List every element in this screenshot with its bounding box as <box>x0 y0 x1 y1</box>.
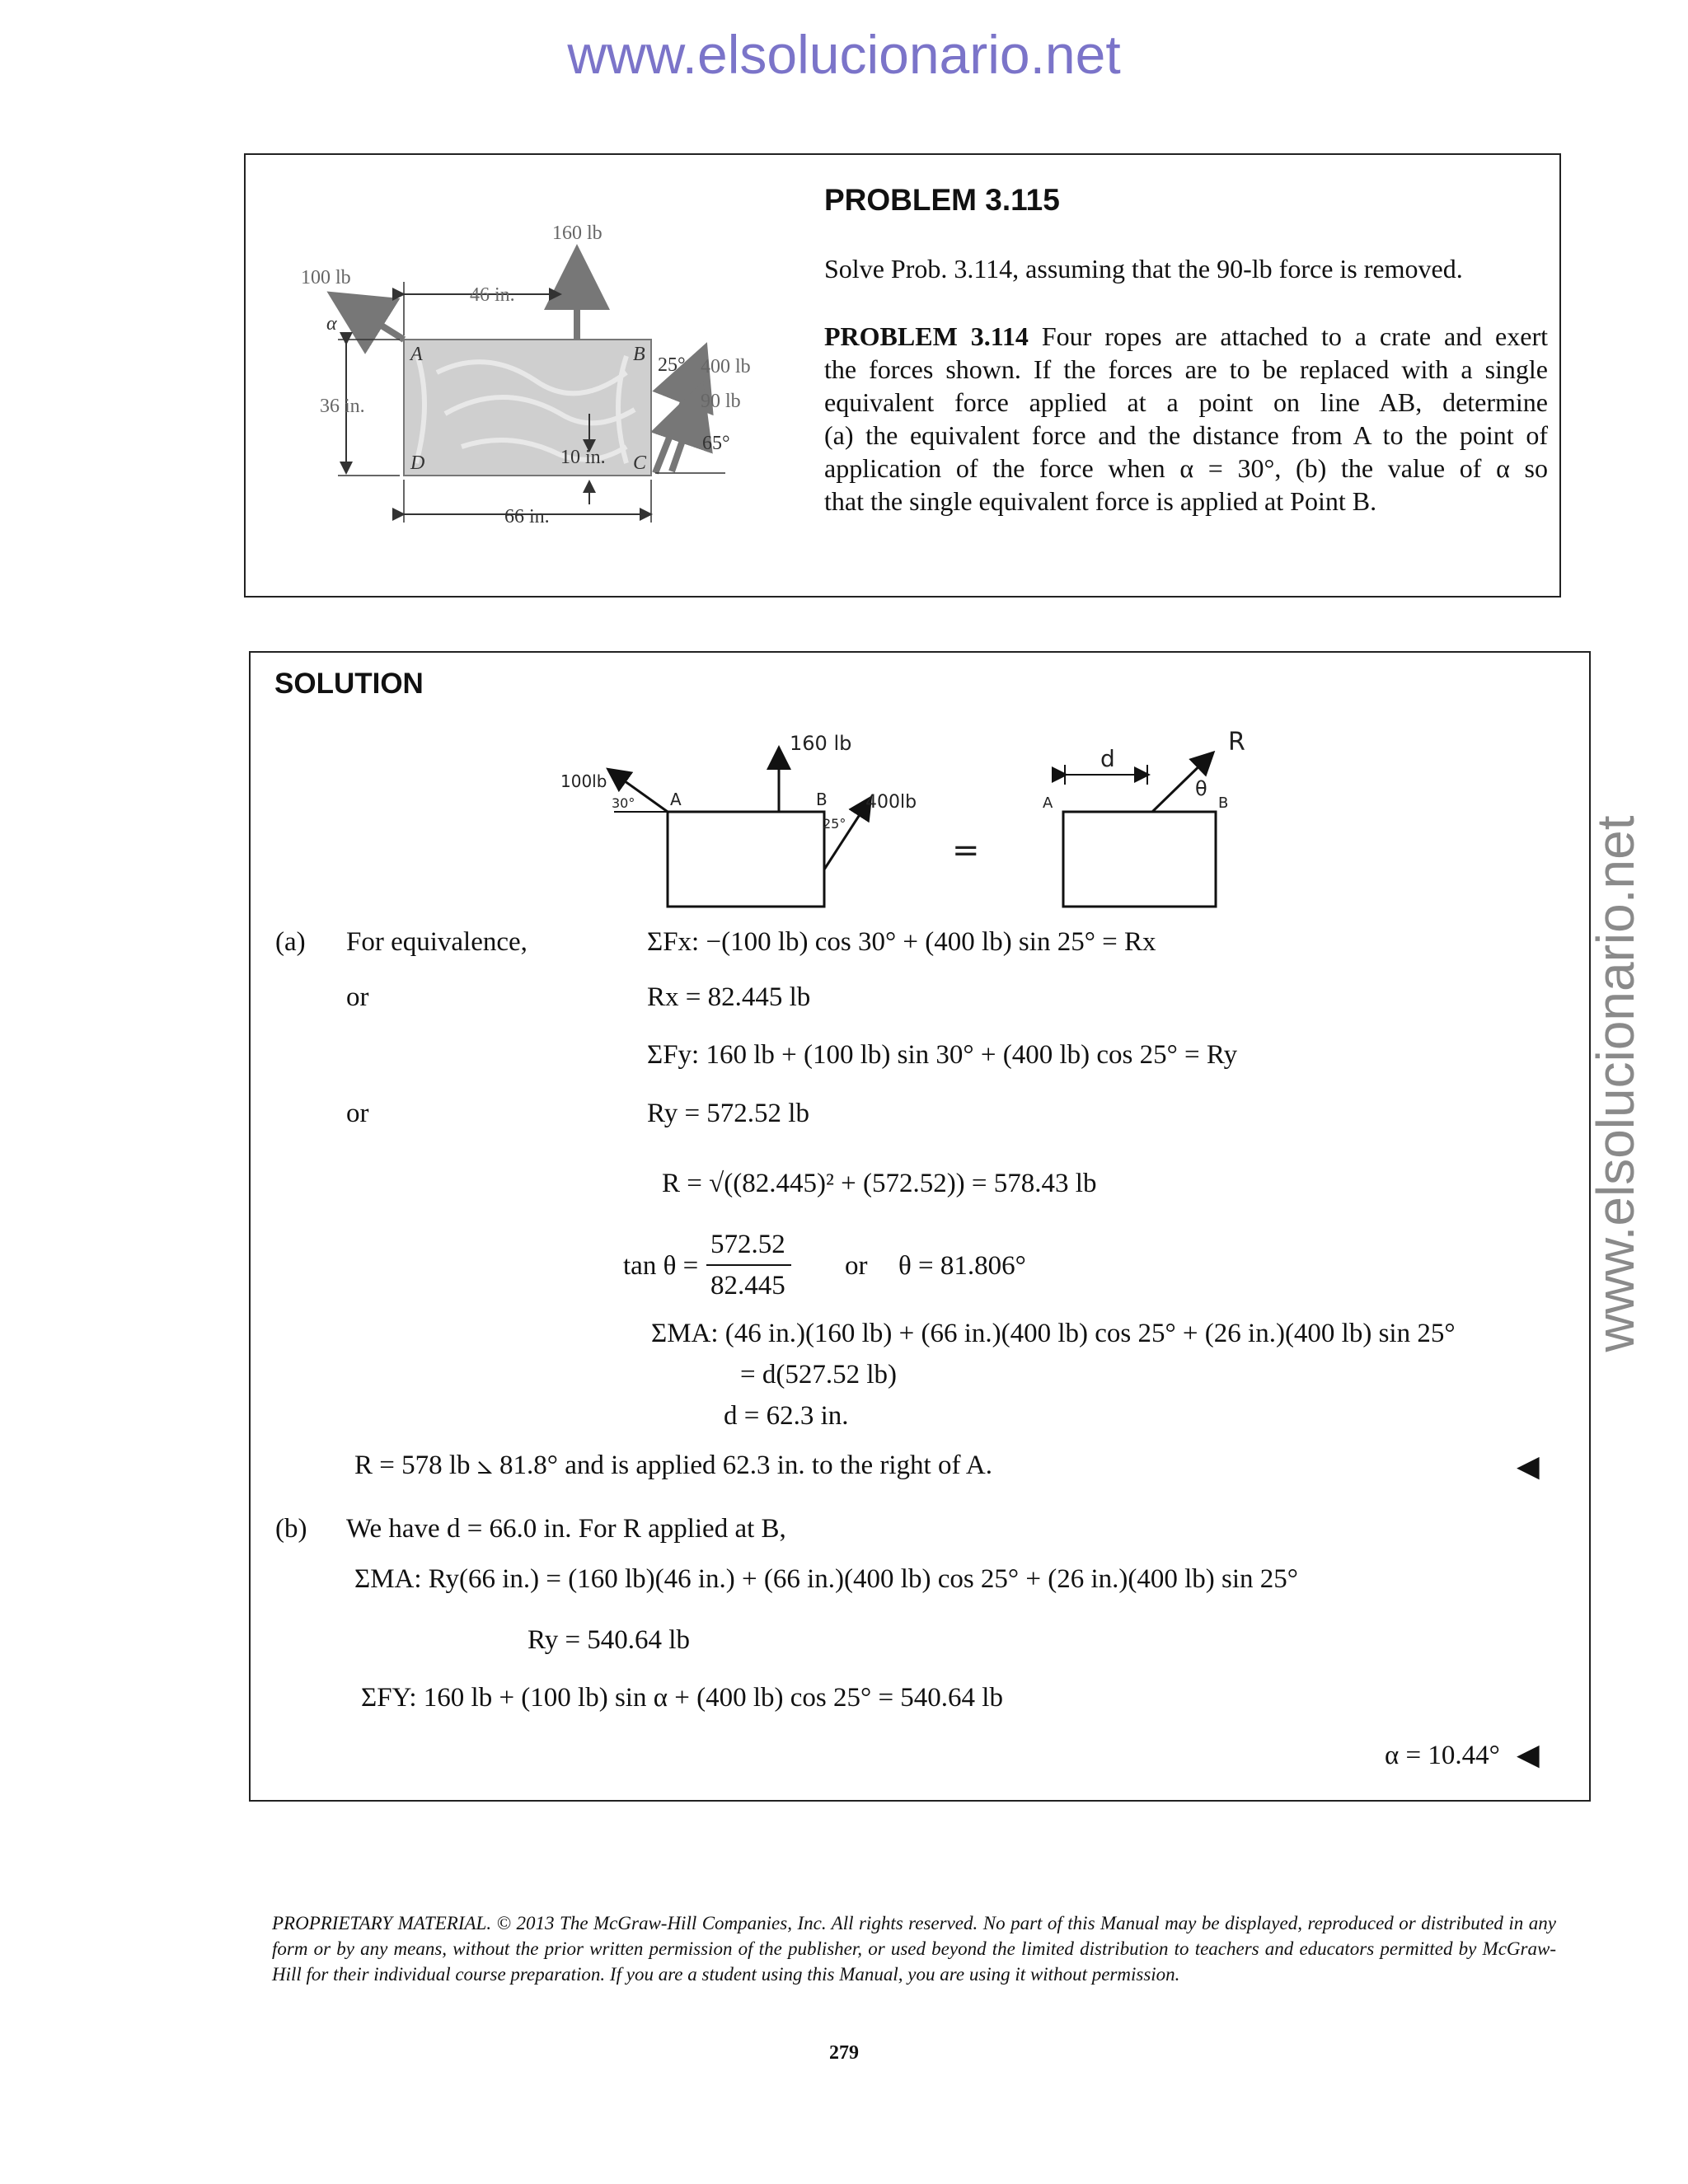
or-1: or <box>346 982 369 1012</box>
sketch-label-25deg: 25° <box>823 816 846 832</box>
label-66in: 66 in. <box>504 506 550 527</box>
tan-numerator: 572.52 <box>710 1230 785 1259</box>
label-alpha: α <box>326 313 337 335</box>
solution-title: SOLUTION <box>274 668 424 700</box>
eq-sum-fy: ΣFy: 160 lb + (100 lb) sin 30° + (400 lb) cos 25° = Ry <box>647 1040 1238 1070</box>
label-400lb: 400 lb <box>701 356 751 377</box>
sketch-label-a2: A <box>1043 794 1053 812</box>
rx-value: Rx = 82.445 lb <box>647 982 811 1012</box>
or-2: or <box>346 1099 369 1128</box>
sketch-label-30deg: 30° <box>612 795 635 811</box>
sketch-label-400lb: 400lb <box>865 792 917 813</box>
footer-proprietary: PROPRIETARY MATERIAL. © 2013 The McGraw-Hill Companies, Inc. All rights reserved. No part of this Manual may be displayed, reproduced or distributed in any form or by any means, without the prior written permission of the publisher, or used beyond the limited distribution to teachers and educators permitted by McGraw-Hill for their individual course preparation. If you are a student using this Manual, you are using it without permission. <box>272 1913 1556 1985</box>
answer-a: R = 578 lb ⦣ 81.8° and is applied 62.3 in. to the right of A. <box>354 1451 992 1480</box>
problem-ref-line: (a) the equivalent force and the distance from A to the point of <box>824 420 1548 450</box>
solution-sketch <box>544 725 1269 915</box>
problem-figure <box>280 216 791 546</box>
eq-sum-fx: ΣFx: −(100 lb) cos 30° + (400 lb) sin 25° = Rx <box>647 927 1156 957</box>
answer-a-marker: ◀ <box>1517 1450 1540 1483</box>
label-point-a: A <box>410 344 423 365</box>
sketch-crate-right <box>1063 812 1216 907</box>
d-value: d = 62.3 in. <box>724 1401 849 1431</box>
watermark-side[interactable]: www.elsolucionario.net <box>1586 815 1645 1352</box>
part-a-label: (a) <box>275 927 306 957</box>
label-46in: 46 in. <box>470 284 515 306</box>
sketch-label-r: R <box>1228 728 1245 757</box>
label-point-c: C <box>633 452 647 474</box>
label-point-d: D <box>410 452 425 474</box>
sketch-label-b: B <box>816 790 828 809</box>
sketch-label-100lb: 100lb <box>560 771 607 791</box>
sketch-label-160lb: 160 lb <box>790 732 852 755</box>
answer-b-marker: ◀ <box>1517 1738 1540 1771</box>
sketch-equals: = <box>952 832 980 869</box>
part-b-label: (b) <box>275 1514 307 1544</box>
r-magnitude: R = √((82.445)² + (572.52)) = 578.43 lb <box>662 1169 1097 1198</box>
ry-value: Ry = 572.52 lb <box>647 1099 809 1128</box>
problem-ref-line: equivalent force applied at a point on line AB, determine <box>824 387 1548 417</box>
label-100lb: 100 lb <box>301 267 351 288</box>
page-number: 279 <box>829 2042 859 2064</box>
watermark-top[interactable]: www.elsolucionario.net <box>567 24 1121 85</box>
sketch-crate-left <box>668 812 824 907</box>
sketch-400lb-arrow <box>824 799 870 869</box>
sketch-label-d: d <box>1100 745 1115 772</box>
moment-a-line1: ΣMA: (46 in.)(160 lb) + (66 in.)(400 lb) cos 25° + (26 in.)(400 lb) sin 25° <box>651 1319 1456 1348</box>
sketch-label-b2: B <box>1218 794 1229 812</box>
label-36in: 36 in. <box>320 396 365 417</box>
force-100-arrow <box>338 298 404 340</box>
label-point-b: B <box>633 344 645 365</box>
for-equivalence: For equivalence, <box>346 927 528 957</box>
ry-b-value: Ry = 540.64 lb <box>528 1625 690 1655</box>
we-have: We have d = 66.0 in. For R applied at B, <box>346 1514 786 1544</box>
moment-a-line2: = d(527.52 lb) <box>740 1360 898 1390</box>
moment-a-b: ΣMA: Ry(66 in.) = (160 lb)(46 in.) + (66 in.)(400 lb) cos 25° + (26 in.)(400 lb) sin 25° <box>354 1564 1298 1594</box>
sum-fy-b: ΣFY: 160 lb + (100 lb) sin α + (400 lb) cos 25° = 540.64 lb <box>361 1683 1003 1713</box>
problem-ref-line: the forces shown. If the forces are to be replaced with a single <box>824 354 1548 384</box>
problem-statement: Solve Prob. 3.114, assuming that the 90-lb force is removed. <box>824 254 1463 284</box>
problem-ref-line: Four ropes are attached to a crate and exert <box>1041 321 1549 351</box>
alpha-answer: α = 10.44° <box>1385 1741 1500 1770</box>
sketch-label-a: A <box>670 790 682 809</box>
tan-denominator: 82.445 <box>710 1271 785 1301</box>
label-25deg: 25° <box>658 354 686 376</box>
theta-value: θ = 81.806° <box>898 1251 1026 1281</box>
sketch-label-theta: θ <box>1195 777 1207 800</box>
problem-ref-line: that the single equivalent force is applied at Point B. <box>824 486 1377 516</box>
problem-ref-title: PROBLEM 3.114 <box>824 321 1029 351</box>
problem-ref <box>824 320 1548 518</box>
or-3: or <box>845 1251 868 1281</box>
tan-lhs: tan θ = <box>623 1251 699 1281</box>
label-65deg: 65° <box>702 433 730 454</box>
problem-ref-line: application of the force when α = 30°, (b) the value of α so <box>824 453 1548 483</box>
label-90lb: 90 lb <box>701 391 741 412</box>
label-160lb: 160 lb <box>552 223 603 244</box>
problem-title: PROBLEM 3.115 <box>824 183 1060 217</box>
label-10in: 10 in. <box>560 447 606 468</box>
fraction-bar <box>706 1264 791 1266</box>
